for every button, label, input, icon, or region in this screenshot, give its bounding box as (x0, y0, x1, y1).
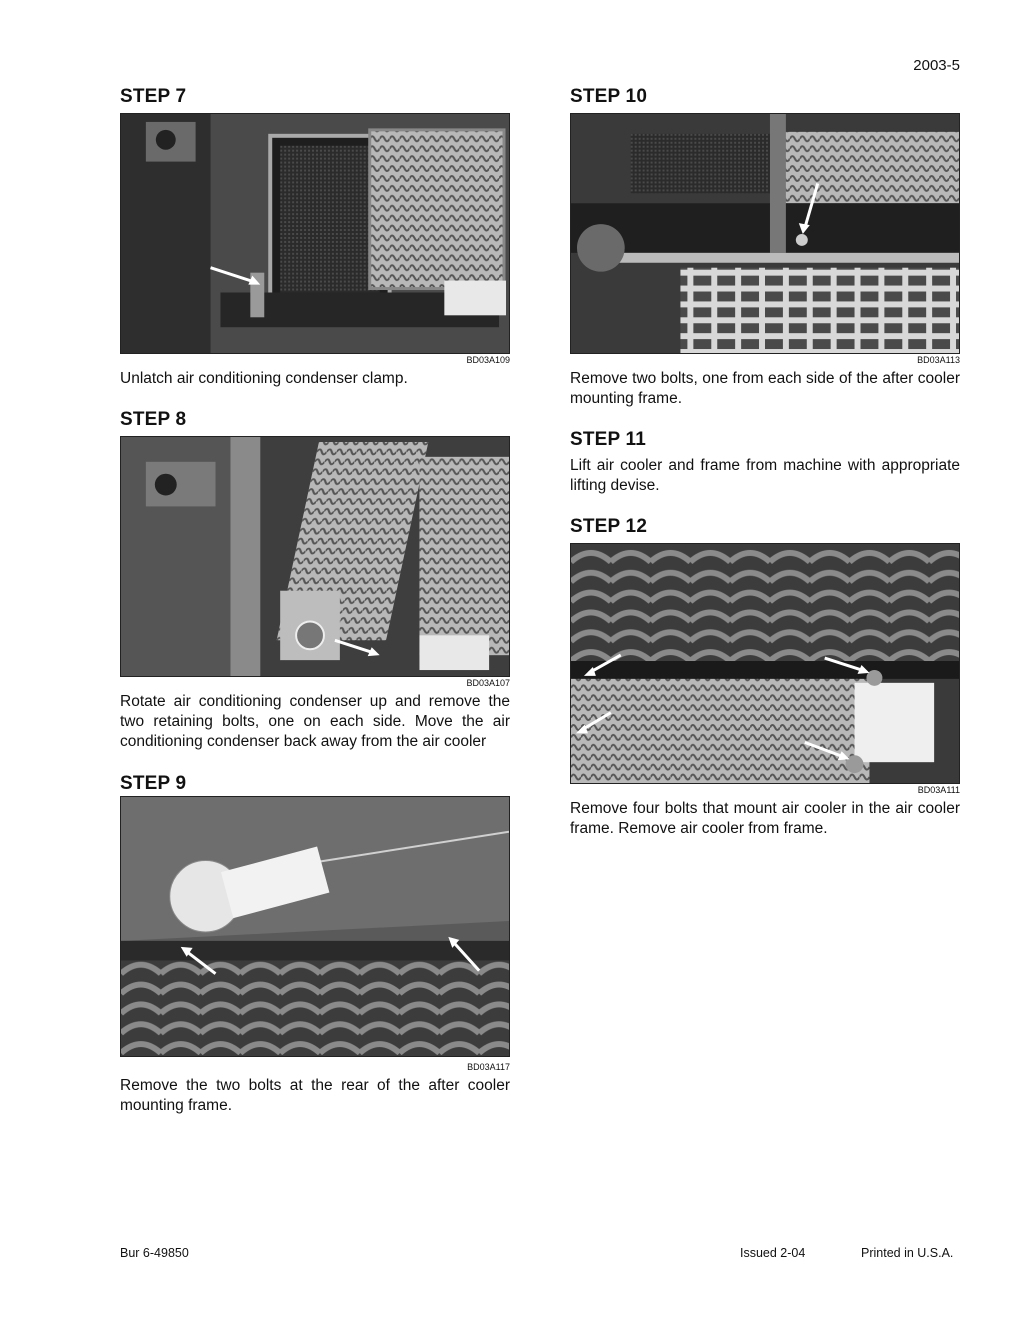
step-9-photo (120, 796, 510, 1057)
footer-doc-number: Bur 6-49850 (120, 1246, 189, 1260)
step-12-caption: Remove four bolts that mount air cooler in the air cooler frame. Remove air cooler from frame. (570, 800, 960, 837)
step-10-title: STEP 10 (570, 86, 648, 107)
step-9-caption: Remove the two bolts at the rear of the after cooler mounting frame. (120, 1077, 510, 1114)
page-number: 2003-5 (913, 57, 960, 74)
step-8-title: STEP 8 (120, 409, 187, 430)
step-10-caption: Remove two bolts, one from each side of the after cooler mounting frame. (570, 370, 960, 407)
step-7-figure-id: BD03A109 (466, 355, 510, 365)
step-12-photo (570, 543, 960, 784)
step-7-photo (120, 113, 510, 354)
step-8-photo (120, 436, 510, 677)
step-11-title: STEP 11 (570, 429, 647, 450)
step-10-figure-id: BD03A113 (917, 355, 960, 365)
step-11-caption: Lift air cooler and frame from machine with appropriate lifting devise. (570, 457, 960, 494)
step-7-title: STEP 7 (120, 86, 187, 107)
step-12-title: STEP 12 (570, 516, 648, 537)
step-8-figure-id: BD03A107 (466, 678, 510, 688)
footer-printed: Printed in U.S.A. (861, 1246, 954, 1260)
step-9-title: STEP 9 (120, 773, 187, 794)
step-12-figure-id: BD03A111 (917, 785, 960, 795)
step-8-caption: Rotate air conditioning condenser up and remove the two retaining bolts, one on each side. Move the air conditioning condenser back away from the air cooler (120, 693, 510, 750)
step-7-caption: Unlatch air conditioning condenser clamp. (120, 370, 408, 387)
footer-issued: Issued 2-04 (740, 1246, 806, 1260)
step-9-figure-id: BD03A117 (467, 1062, 510, 1072)
step-10-photo (570, 113, 960, 354)
